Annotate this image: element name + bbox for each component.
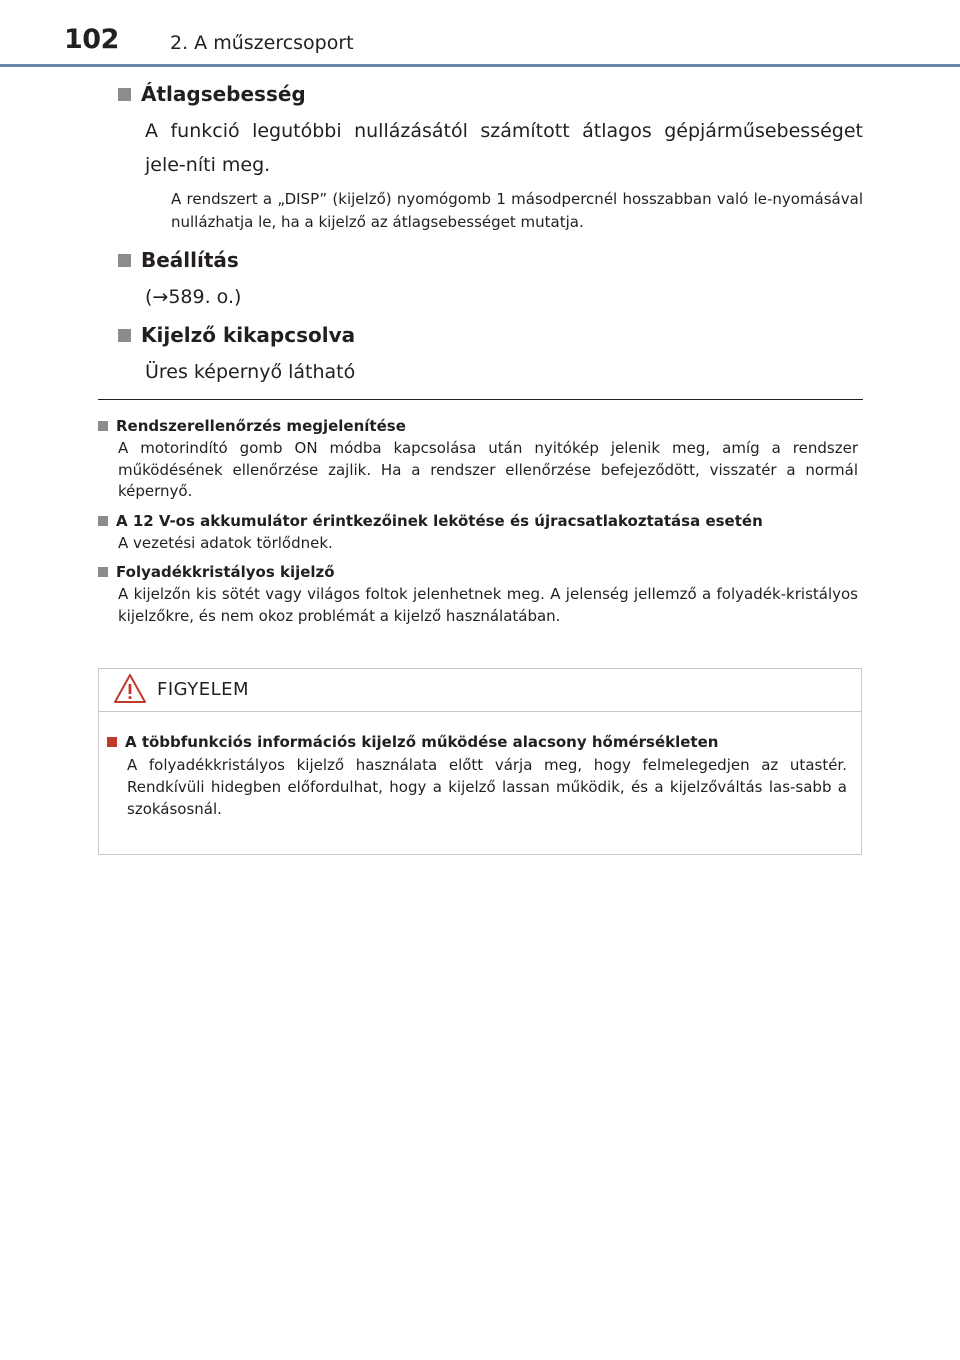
warning-content	[99, 712, 861, 820]
item-atlagsebesseg	[118, 80, 863, 234]
note-heading: Rendszerellenőrzés megjelenítése	[116, 417, 406, 435]
square-bullet-icon	[98, 421, 108, 431]
square-bullet-icon	[98, 516, 108, 526]
notes-list	[98, 414, 858, 633]
header-rule	[0, 64, 960, 67]
item-note: A rendszert a „DISP” (kijelző) nyomógomb 1 másodpercnél hosszabban való le-nyomásával nullázhatja le, ha a kijelző az átlagsebességet mutatja.	[171, 190, 863, 231]
note-body: A motorindító gomb ON módba kapcsolása után nyitókép jelenik meg, amíg a rendszer működésének ellenőrzése zajlik. Ha a rendszer ellenőrzése befejeződött, visszatér a normál képernyő.	[118, 439, 858, 500]
section-title: 2. A műszercsoport	[170, 32, 354, 54]
note-item	[98, 560, 858, 627]
item-body: A funkció legutóbbi nullázásától számított átlagos gépjárműsebességet jele-níti meg.	[145, 120, 863, 176]
square-bullet-icon	[118, 254, 131, 267]
note-item	[98, 509, 858, 555]
note-item	[98, 414, 858, 503]
warning-header	[99, 669, 861, 712]
square-bullet-icon	[98, 567, 108, 577]
item-heading: Átlagsebesség	[141, 82, 306, 106]
item-heading: Beállítás	[141, 248, 239, 272]
warning-label: FIGYELEM	[157, 679, 250, 700]
warning-box	[98, 668, 862, 855]
item-heading: Kijelző kikapcsolva	[141, 323, 356, 347]
warning-triangle-icon	[113, 673, 147, 705]
item-body: (→589. o.)	[145, 286, 242, 308]
note-body: A vezetési adatok törlődnek.	[118, 533, 333, 552]
page-number: 102	[64, 24, 119, 55]
warning-heading: A többfunkciós információs kijelző működése alacsony hőmérsékleten	[125, 733, 719, 751]
item-body: Üres képernyő látható	[145, 361, 356, 383]
note-heading: Folyadékkristályos kijelző	[116, 563, 335, 581]
section-divider	[98, 399, 863, 400]
square-bullet-icon	[107, 737, 117, 747]
item-beallitas	[118, 246, 863, 314]
item-kijelzo-kikapcsolva	[118, 321, 863, 389]
main-items	[118, 80, 863, 389]
note-body: A kijelzőn kis sötét vagy világos foltok jelenhetnek meg. A jelenség jellemző a folyadék-kristályos kijelzőkre, és nem okoz problémát a kijelző használatában.	[118, 585, 858, 625]
square-bullet-icon	[118, 329, 131, 342]
warning-body: A folyadékkristályos kijelző használata előtt várja meg, hogy felmelegedjen az utastér. Rendkívüli hidegben előfordulhat, hogy a kijelző lassan működik, és a kijelzőváltás las-sabb a szokásosnál.	[127, 756, 847, 818]
square-bullet-icon	[118, 88, 131, 101]
note-heading: A 12 V-os akkumulátor érintkezőinek lekötése és újracsatlakoztatása esetén	[116, 511, 763, 530]
page-header	[0, 0, 960, 70]
